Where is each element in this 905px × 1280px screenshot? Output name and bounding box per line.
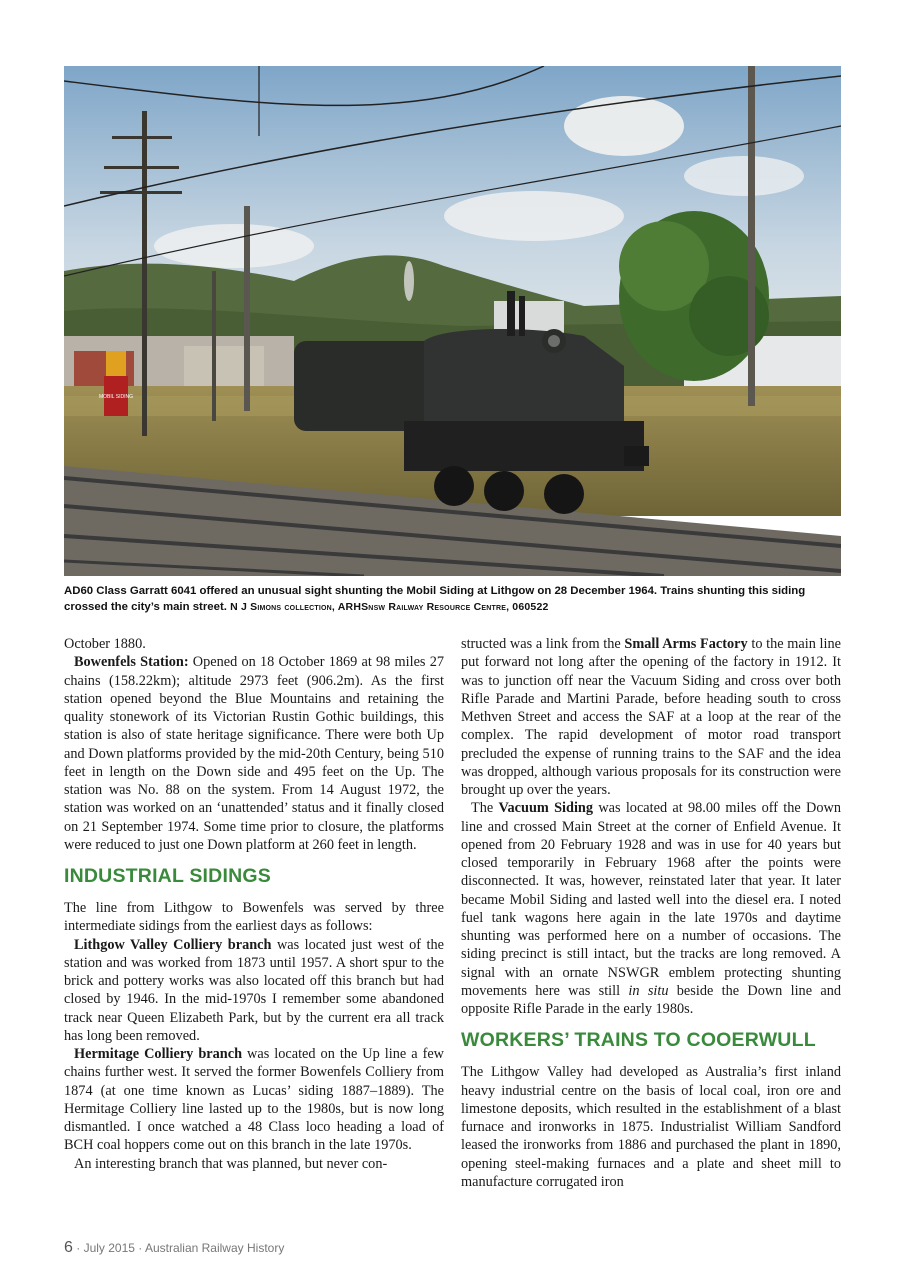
term-hermitage: Hermitage Colliery branch: [74, 1046, 243, 1062]
paragraph-text: was located on the Up line a few chains further west. It served the former Bowenfels Colliery from 1874 (at one time known as Lucas’ siding 1887–1889). The Hermitage Colliery line lasted up to the 1980s, but is now long dismantled. I once watched a 48 Class loco heading a load of BCH coal hoppers come out on this branch in the late 1970s.: [64, 1046, 445, 1154]
term-small-arms-factory: Small Arms Factory: [624, 636, 748, 652]
photo-caption: [64, 583, 841, 615]
paragraph: The line from Lithgow to Bowenfels was served by three intermediate sidings from the earliest days as follows:: [64, 900, 444, 935]
paragraph: An interesting branch that was planned, but never con-: [74, 1155, 388, 1172]
caption-credit: N J Simons collection, ARHSnsw Railway Resource Centre, 060522: [230, 601, 549, 613]
paragraph-lithgow-valley: [64, 936, 444, 1046]
page-number: 6: [64, 1239, 73, 1256]
term-vacuum-siding: Vacuum Siding: [498, 800, 594, 817]
paragraph-text: was located just west of the station and was worked from 1873 until 1957. A short spur to the brick and pottery works was also located off this branch but had closed by 1946. In the mid-1970s I remember some abandoned track near Queen Elizabeth Park, but by the current era all track has long been removed.: [64, 936, 444, 1044]
footer-text: · July 2015 · Australian Railway History: [72, 1241, 285, 1255]
page-footer: [64, 1239, 284, 1257]
steam-locomotive-photo-image: [64, 66, 841, 576]
paragraph-hermitage: [64, 1045, 444, 1155]
paragraph: The Lithgow Valley had developed as Australia’s first inland heavy industrial centre on the basis of local coal, iron ore and limestone deposits, which resulted in the establishment of a blast furnace and ironworks in 1875. Industrialist William Sandford leased the ironworks from 1886 and purchased the plant in 1890, opening steel-making furnaces and a plate and sheet mill to manufacture corrugated iron: [461, 1064, 841, 1190]
paragraph-text: to the main line put forward not long after the opening of the factory in 1912. It was to junction off near the Vacuum Siding and cross over both Rifle Parade and Martini Parade, before heading south to cross Methven Street and access the SAF at a loop at the rear of the complex. The rapid development of motor road transport precluded the expense of running trains to the SAF and the idea was dropped, although various proposals for its construction were brought up over the years.: [461, 636, 841, 798]
paragraph-text: beside the Down line and opposite Rifle Parade in the early 1980s.: [461, 982, 841, 1017]
mobil-sign-text: MOBIL SIDING: [99, 394, 133, 400]
locomotive-photo: [64, 66, 841, 576]
paragraph-text: The: [471, 800, 499, 817]
paragraph-text: Opened on 18 October 1869 at 98 miles 27 chains (158.22km); altitude 2973 feet (906.2m). As the first station opened beyond the Blue Mountains and retaining the quality stonework of its Victorian Rustin Gothic buildings, this station is also of state heritage significance. There were both Up and Down platforms provided by the mid-20th Century, being 510 feet in length on the Down side and 495 feet on the Up. The station was No. 88 on the system. From 14 August 1972, the station was worked on an ‘unattended’ status and it finally closed on 21 September 1974. Some time prior to closure, the platforms were reduced to just one Down platform at 260 feet in length.: [64, 654, 444, 853]
paragraph-text: was located at 98.00 miles off the Down line and crossed Main Street at the corner of Enfield Avenue. It opened from 20 February 1928 and was in use for 40 years but closed temporarily in February 1968 after the points were disconnected. It was, however, reinstated later that year. It later became Mobil Siding and lasted well into the diesel era. I noted fuel tank wagons here again in the late 1970s and daytime shunting was performed here on a number of occasions. The siding precinct is still intact, but the tracks are long removed. A signal with an ornate NSWGR emblem protecting shunting movements here was still: [461, 800, 841, 999]
paragraph-vacuum-siding: [461, 799, 841, 1018]
paragraph: October 1880.: [64, 636, 146, 652]
caption-text: AD60 Class Garratt 6041 offered an unusual sight shunting the Mobil Siding at Lithgow on 28 December 1964. Trains shunting this siding crossed the city’s main street.: [64, 585, 806, 613]
paragraph-small-arms: [461, 635, 841, 799]
paragraph-bowenfels: [64, 653, 444, 854]
term-bowenfels-station: Bowenfels Station:: [74, 654, 189, 671]
paragraph-text: structed was a link from the: [461, 636, 625, 652]
term-lithgow-valley: Lithgow Valley Colliery branch: [74, 936, 272, 953]
right-column: [461, 635, 841, 1191]
heading-workers-trains: WORKERS’ TRAINS TO COOERWULL: [461, 1029, 816, 1052]
left-column: [64, 635, 444, 1173]
term-in-situ: in situ: [628, 982, 669, 999]
heading-industrial-sidings: INDUSTRIAL SIDINGS: [64, 865, 271, 887]
